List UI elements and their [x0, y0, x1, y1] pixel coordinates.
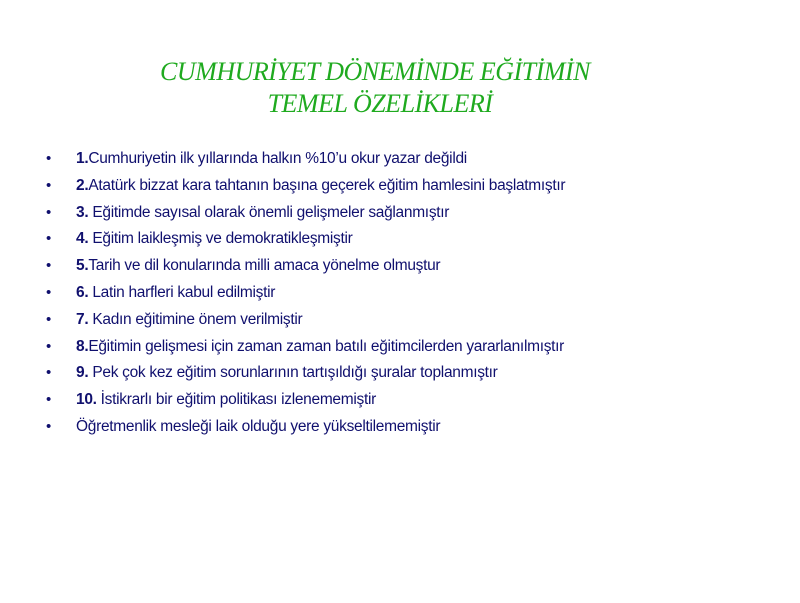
- list-item: [44, 360, 565, 387]
- list-item: [44, 387, 565, 414]
- bullet-icon: •: [46, 364, 51, 382]
- item-number: 9.: [76, 364, 89, 382]
- item-number: 1.: [76, 150, 89, 167]
- item-number: 6.: [76, 283, 89, 301]
- item-number: 7.: [76, 310, 89, 328]
- item-text: Öğretmenlik mesleği laik olduğu yere yükseltilememiştir: [76, 417, 441, 435]
- bullet-icon: •: [46, 417, 51, 435]
- bullet-icon: •: [46, 203, 51, 221]
- bullet-icon: •: [46, 283, 51, 301]
- item-text: Tarih ve dil konularında milli amaca yönelme olmuştur: [88, 257, 441, 275]
- list-item: [44, 173, 565, 200]
- item-number: 8.: [76, 337, 89, 355]
- bullet-icon: •: [46, 257, 51, 275]
- list-item: [44, 253, 565, 280]
- bullet-icon: •: [46, 176, 51, 194]
- bullet-icon: •: [46, 337, 51, 355]
- item-number: 3.: [76, 203, 89, 221]
- item-number: 5.: [76, 257, 89, 275]
- item-text: Eğitimde sayısal olarak önemli gelişmeler sağlanmıştır: [88, 203, 450, 221]
- item-number: 2.: [76, 176, 89, 194]
- item-number: 4.: [76, 230, 89, 248]
- list-item: [44, 307, 565, 334]
- bullet-icon: •: [46, 391, 51, 409]
- title-line-1: CUMHURİYET DÖNEMİNDE EĞİTİMİN: [160, 57, 590, 86]
- item-text: İstikrarlı bir eğitim politikası izlenememiştir: [96, 391, 376, 409]
- list-item: [44, 200, 565, 227]
- item-text: Pek çok kez eğitim sorunlarının tartışıldığı şuralar toplanmıştır: [88, 364, 498, 382]
- item-text: Kadın eğitimine önem verilmiştir: [88, 310, 303, 328]
- item-text: Latin harfleri kabul edilmiştir: [88, 283, 276, 301]
- bullet-icon: •: [46, 310, 51, 328]
- bullet-icon: •: [46, 150, 51, 167]
- list-item: [44, 414, 565, 441]
- list-item: [44, 146, 565, 173]
- slide-title: [60, 56, 700, 120]
- list-item: [44, 226, 565, 253]
- item-text: Cumhuriyetin ilk yıllarında halkın %10’u okur yazar değildi: [88, 150, 467, 167]
- list-item: [44, 334, 565, 361]
- bullet-icon: •: [46, 230, 51, 248]
- list-item: [44, 280, 565, 307]
- item-text: Eğitim laikleşmiş ve demokratikleşmiştir: [88, 230, 353, 248]
- item-text: Atatürk bizzat kara tahtanın başına geçerek eğitim hamlesini başlatmıştır: [88, 176, 566, 194]
- bullet-list: [44, 146, 565, 441]
- title-line-2: TEMEL ÖZELİKLERİ: [267, 89, 493, 118]
- item-number: 10.: [76, 391, 97, 409]
- item-text: Eğitimin gelişmesi için zaman zaman batılı eğitimcilerden yararlanılmıştır: [88, 337, 565, 355]
